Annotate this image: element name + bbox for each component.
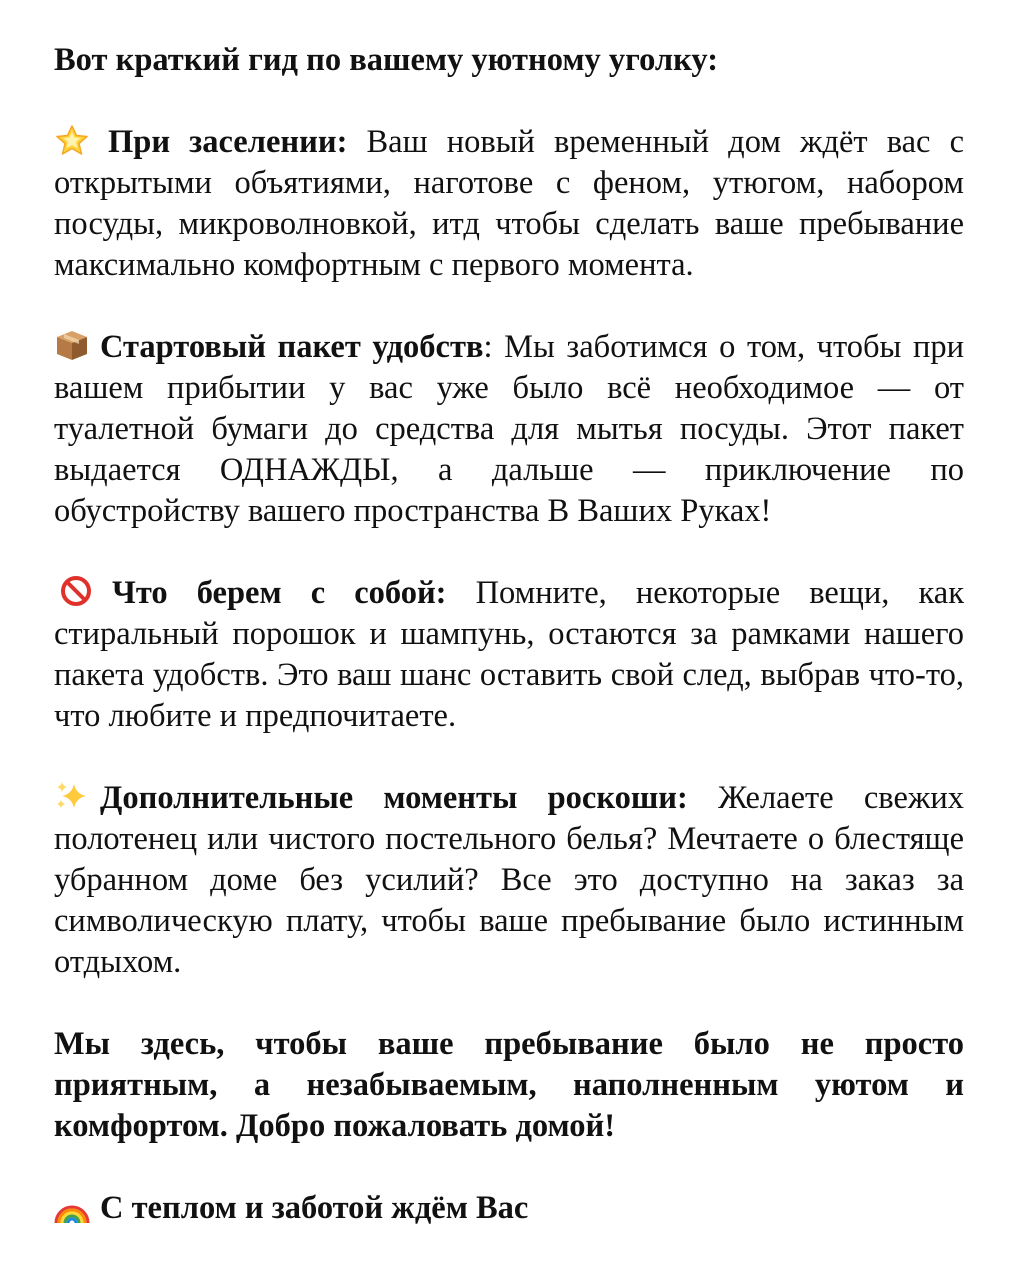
section-starter-pack bbox=[54, 327, 964, 532]
section-title: Что берем с собой: bbox=[112, 575, 447, 611]
section-title: Дополнительные моменты роскоши: bbox=[100, 780, 688, 816]
intro-heading: Вот краткий гид по вашему уютному уголку: bbox=[54, 42, 719, 78]
section-what-to-bring bbox=[54, 573, 964, 737]
package-icon bbox=[54, 329, 90, 361]
section-text: : Мы заботимся о том, чтобы при вашем прибытии у вас уже было всё необходимое — от туалетной бумаги до средства для мытья посуды. Этот пакет выдается ОДНАЖДЫ, а дальше — приключение по обустройству вашего пространства В Ваших Руках! bbox=[54, 329, 965, 529]
section-extras bbox=[54, 778, 964, 983]
signoff-text: С теплом и заботой ждём Вас bbox=[100, 1190, 529, 1226]
guide-document bbox=[54, 40, 964, 1229]
section-text: Желаете свежих полотенец или чистого постельного белья? Мечтаете о блестяще убранном доме без усилий? Все это доступно на заказ за символическую плату, чтобы ваше пребывание было истинным отдыхом. bbox=[54, 780, 964, 980]
section-text: Ваш новый временный дом ждёт вас с открытыми объятиями, наготове с феном, утюгом, набором посуды, микроволновкой, итд чтобы сделать ваше пребывание максимально комфортным с первого момента. bbox=[54, 124, 965, 283]
signoff-line bbox=[54, 1188, 964, 1229]
prohibited-icon bbox=[58, 575, 94, 607]
section-title: При заселении: bbox=[108, 124, 348, 160]
section-title: Стартовый пакет удобств bbox=[100, 329, 484, 365]
section-text: Помните, некоторые вещи, как стиральный порошок и шампунь, остаются за рамками нашего пакета удобств. Это ваш шанс оставить свой след, выбрав что-то, что любите и предпочитаете. bbox=[54, 575, 964, 734]
sparkles-icon bbox=[54, 780, 90, 812]
rainbow-icon bbox=[54, 1193, 90, 1225]
section-check-in bbox=[54, 122, 964, 286]
closing-paragraph: Мы здесь, чтобы ваше пребывание было не просто приятным, а незабываемым, наполненным уютом и комфортом. Добро пожаловать домой! bbox=[54, 1026, 964, 1144]
glowing-star-icon bbox=[54, 124, 90, 156]
